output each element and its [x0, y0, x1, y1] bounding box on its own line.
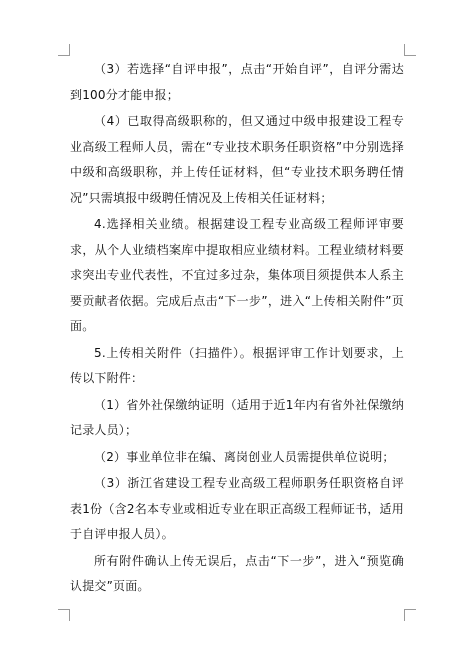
paragraph-step-5-upload-attachments: 5.上传相关附件（扫描件）。根据评审工作计划要求，上传以下附件：	[70, 345, 404, 385]
margin-corner-mark-top-left	[58, 44, 70, 56]
paragraph-item-4-senior-title: （4）已取得高级职称的，但又通过中级申报建设工程专业高级工程师人员，需在“专业技术职务任职资格”中分别选择中级和高级职称，并上传任证材料，但“专业技术职务聘任情况”只需填报中级聘任情况及上传相关任证材料；	[70, 114, 404, 205]
paragraph-final-confirm: 所有附件确认上传无误后，点击“下一步”，进入“预览确认提交”页面。	[70, 553, 404, 593]
document-body	[70, 57, 404, 600]
paragraph-item-3-self-eval: （3）若选择“自评申报”，点击“开始自评”，自评分需达到100分才能申报；	[70, 62, 404, 102]
paragraph-attachment-2: （2）事业单位非在编、离岗创业人员需提供单位说明；	[94, 449, 395, 464]
margin-corner-mark-top-right	[404, 44, 416, 56]
margin-corner-mark-bottom-left	[58, 609, 70, 621]
paragraph-attachment-1: （1）省外社保缴纳证明（适用于近1年内有省外社保缴纳记录人员）；	[70, 397, 404, 437]
margin-corner-mark-bottom-right	[404, 609, 416, 621]
paragraph-attachment-3: （3）浙江省建设工程专业高级工程师职务任职资格自评表1份（含2名本专业或相近专业在职正高级工程师证书，适用于自评申报人员）。	[70, 476, 404, 541]
paragraph-step-4-select-achievements: 4.选择相关业绩。根据建设工程专业高级工程师评审要求，从个人业绩档案库中提取相应业绩材料。工程业绩材料要求突出专业代表性，不宜过多过杂，集体项目须提供本人系主要贡献者依据。完成后点击“下一步”，进入“上传相关附件”页面。	[70, 217, 404, 333]
